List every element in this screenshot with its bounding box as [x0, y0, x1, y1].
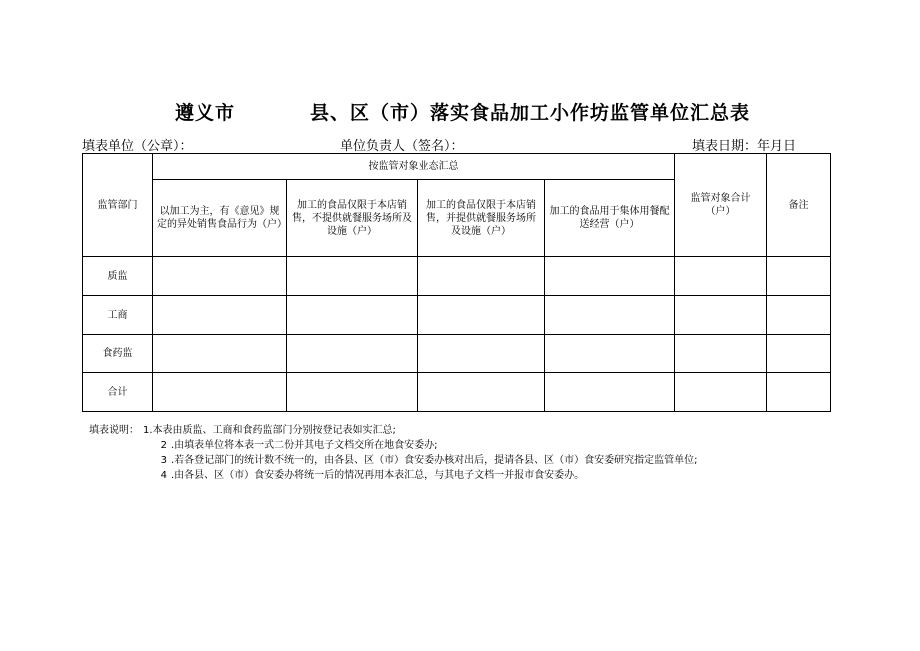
note-text: .由各县、区（市）食安委办将统一后的情况再用本表汇总，与其电子文档一并报市食安委办。	[171, 470, 585, 481]
table-cell	[287, 257, 418, 296]
table-cell	[418, 373, 545, 412]
table-cell	[287, 335, 418, 373]
table-row	[83, 335, 831, 373]
table-cell	[287, 373, 418, 412]
table-cell	[545, 373, 675, 412]
fill-unit-label: 填表单位（公章）：	[82, 139, 193, 154]
table-cell	[418, 296, 545, 335]
table-cell	[545, 335, 675, 373]
table-cell	[767, 296, 831, 335]
table-row	[83, 257, 831, 296]
table-row	[83, 373, 831, 412]
table-cell	[767, 257, 831, 296]
table-cell	[675, 257, 767, 296]
note-item	[89, 469, 698, 484]
subheader-cell: 加工的食品用于集体用餐配送经营（户）	[545, 180, 675, 257]
row-label: 食药监	[83, 335, 153, 373]
title-city: 遵义市	[175, 102, 236, 124]
table-cell	[767, 335, 831, 373]
table-cell	[545, 296, 675, 335]
fill-date-label: 填表日期：年月日	[692, 139, 797, 154]
row-label: 合计	[83, 373, 153, 412]
subheader-cell: 加工的食品仅限于本店销售，并提供就餐服务场所及设施（户）	[418, 180, 545, 257]
note-number: 4	[160, 470, 167, 481]
group-header: 按监管对象业态汇总	[153, 154, 675, 180]
note-text: 本表由质监、工商和食药监部门分别按登记表如实汇总;	[152, 425, 396, 436]
table-cell	[767, 373, 831, 412]
note-number: 1.	[143, 425, 153, 436]
note-text: .若各登记部门的统计数不统一的，由各县、区（市）食安委办核对出后，提请各县、区（市）食安委研究指定监管单位;	[171, 455, 698, 466]
note-number: 2	[160, 440, 167, 451]
table-cell	[418, 257, 545, 296]
table-header-row	[83, 154, 831, 180]
note-item	[89, 424, 698, 439]
unit-leader-label: 单位负责人（签名）：	[340, 139, 464, 154]
page-title	[0, 98, 920, 124]
remark-header: 备注	[767, 154, 831, 257]
total-header: 监管对象合计（户）	[675, 154, 767, 257]
fill-instructions	[89, 424, 698, 484]
notes-label: 填表说明：	[89, 425, 139, 436]
row-label: 质监	[83, 257, 153, 296]
subheader-cell: 加工的食品仅限于本店销售，不提供就餐服务场所及设施（户）	[287, 180, 418, 257]
summary-table	[82, 153, 831, 412]
table-cell	[153, 335, 287, 373]
table-cell	[153, 373, 287, 412]
row-label: 工商	[83, 296, 153, 335]
table-cell	[675, 335, 767, 373]
note-item	[89, 439, 698, 454]
note-number: 3	[160, 455, 167, 466]
table-cell	[545, 257, 675, 296]
title-text: 县、区（市）落实食品加工小作坊监管单位汇总表	[310, 102, 751, 124]
table-cell	[675, 296, 767, 335]
table-cell	[675, 373, 767, 412]
table-row	[83, 296, 831, 335]
subheader-cell: 以加工为主，有《意见》规定的异处销售食品行为（户）	[153, 180, 287, 257]
note-text: .由填表单位将本表一式二份并其电子文档交所在地食安委办;	[171, 440, 438, 451]
dept-header: 监管部门	[83, 154, 153, 257]
table-cell	[287, 296, 418, 335]
note-item	[89, 454, 698, 469]
table-cell	[153, 257, 287, 296]
table-cell	[418, 335, 545, 373]
table-cell	[153, 296, 287, 335]
